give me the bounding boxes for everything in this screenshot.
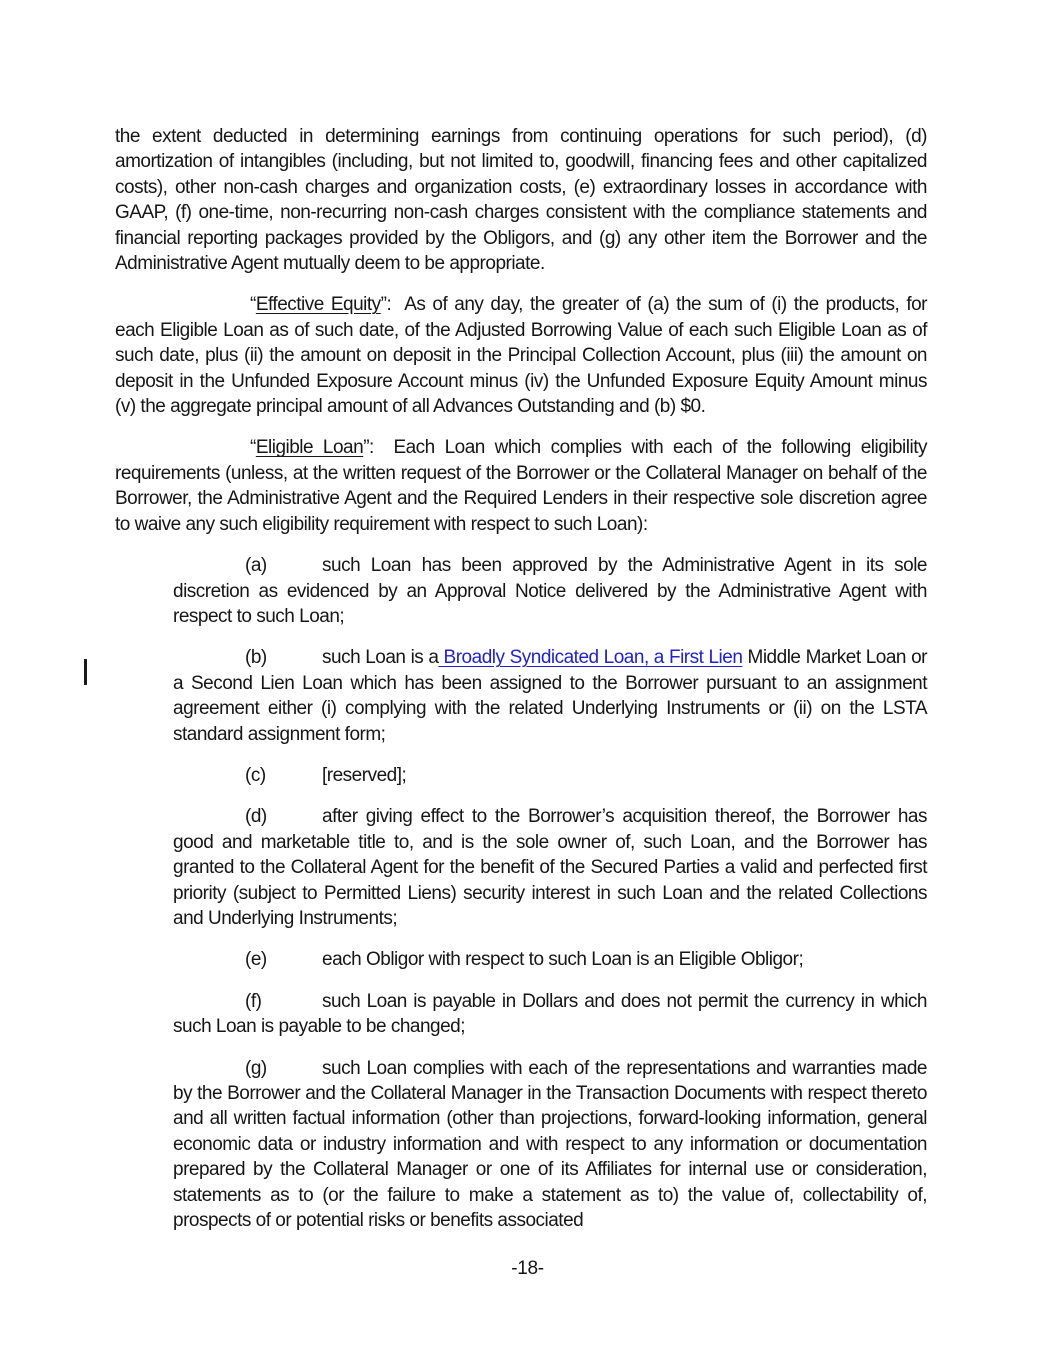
item-text: [reserved];: [322, 764, 407, 786]
item-label: (e): [245, 949, 267, 971]
item-text-before-insert: such Loan is a: [322, 647, 439, 669]
eligibility-item-b: [173, 645, 927, 747]
eligibility-item-f: [173, 989, 927, 1040]
eligibility-item-g: [173, 1056, 927, 1234]
open-quote: “: [250, 294, 256, 316]
defined-term-effective-equity: Effective Equity: [255, 294, 381, 316]
defined-term-eligible-loan: Eligible Loan: [255, 437, 364, 459]
item-text: such Loan complies with each of the representations and warranties made by the Borrower and the Collateral Manager in the Transaction Documents with respect thereto and all written factual information (other than projections, forward-looking information, general economic data or industry information and with respect to any information or documentation prepared by the Collateral Manager or one of its Affiliates for internal use or consideration, statements as to (or the failure to make a statement as to) the value of, collectability of, prospects of or potential risks or benefits associated: [173, 1057, 927, 1232]
item-text-after-insert: Middle Market Loan or a Second Lien Loan which has been assigned to the Borrower pursuant to an assignment agreement either (i) complying with the related Underlying Instruments or (ii) on the LSTA standard assignment form;: [173, 647, 927, 745]
item-text: such Loan has been approved by the Administrative Agent in its sole discretion as evidenced by an Approval Notice delivered by the Administrative Agent with respect to such Loan;: [173, 555, 927, 627]
redline-inserted-text: Broadly Syndicated Loan, a First Lien: [438, 647, 743, 669]
item-label: (f): [245, 990, 262, 1012]
paragraph-continuation: the extent deducted in determining earnings from continuing operations for such period), (d) amortization of intangibles (including, but not limited to, goodwill, financing fees and other capitalized costs), other non-cash charges and organization costs, (e) extraordinary losses in accordance with GAAP, (f) one-time, non-recurring non-cash charges consistent with the compliance statements and financial reporting packages provided by the Obligors, and (g) any other item the Borrower and the Administrative Agent mutually deem to be appropriate.: [115, 126, 927, 275]
item-text: such Loan is payable in Dollars and does not permit the currency in which such Loan is payable to be changed;: [173, 990, 927, 1038]
item-label: (g): [245, 1057, 267, 1079]
page-content: [115, 124, 927, 1249]
item-label: (b): [245, 647, 267, 669]
item-text: each Obligor with respect to such Loan is an Eligible Obligor;: [322, 949, 804, 971]
definition-body: ”: As of any day, the greater of (a) the sum of (i) the products, for each Eligible Loan as of such date, of the Adjusted Borrowing Value of each such Eligible Loan as of such date, plus (ii) the amount on deposit in the Principal Collection Account, plus (iii) the amount on deposit in the Unfunded Exposure Account minus (iv) the Unfunded Exposure Equity Amount minus (v) the aggregate principal amount of all Advances Outstanding and (b) $0.: [115, 294, 927, 418]
eligibility-item-c: [173, 763, 927, 788]
item-label: (c): [245, 764, 266, 786]
item-label: (a): [245, 555, 267, 577]
eligibility-item-a: [173, 553, 927, 629]
open-quote: “: [250, 437, 256, 459]
definition-effective-equity: [115, 292, 927, 419]
definition-body: ”: Each Loan which complies with each of the following eligibility requirements (unless, at the written request of the Borrower or the Collateral Manager on behalf of the Borrower, the Administrative Agent and the Required Lenders in their respective sole discretion agree to waive any such eligibility requirement with respect to such Loan):: [115, 437, 927, 535]
item-label: (d): [245, 806, 267, 828]
eligibility-item-d: [173, 804, 927, 931]
eligibility-item-e: [173, 947, 927, 972]
page-number: -18-: [511, 1258, 544, 1279]
definition-eligible-loan: [115, 435, 927, 537]
item-text: after giving effect to the Borrower’s acquisition thereof, the Borrower has good and marketable title to, and is the sole owner of, such Loan, and the Borrower has granted to the Collateral Agent for the benefit of the Secured Parties a valid and perfected first priority (subject to Permitted Liens) security interest in such Loan and the related Collections and Underlying Instruments;: [173, 806, 927, 929]
revision-change-bar: [84, 659, 87, 685]
